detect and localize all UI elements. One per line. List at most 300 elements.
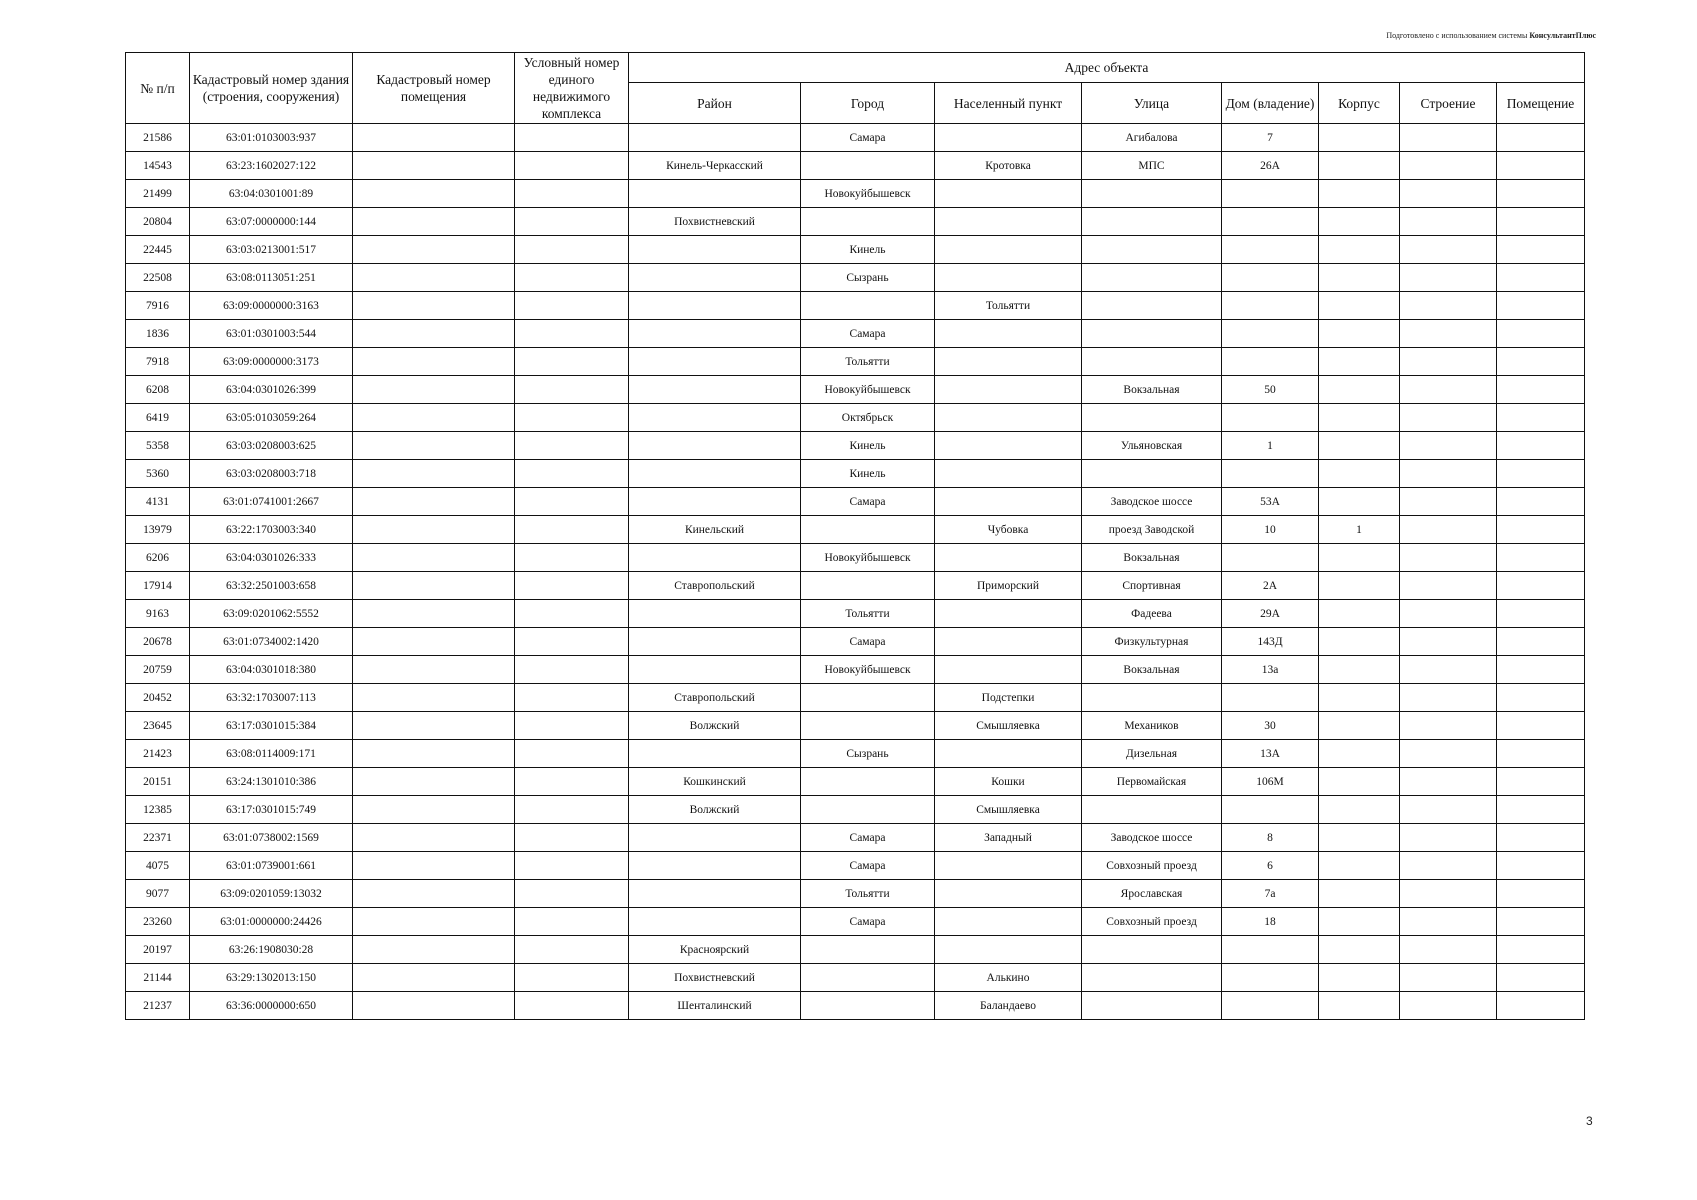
cell-room-cadastral	[353, 600, 515, 628]
cell-complex-number	[515, 572, 629, 600]
cell-city: Самара	[801, 824, 935, 852]
cell-city: Сызрань	[801, 740, 935, 768]
cell-house: 8	[1222, 824, 1319, 852]
cell-block	[1319, 964, 1400, 992]
cell-block	[1319, 628, 1400, 656]
cell-block	[1319, 684, 1400, 712]
cell-district	[629, 880, 801, 908]
cell-building-cadastral: 63:08:0113051:251	[190, 264, 353, 292]
cell-city	[801, 992, 935, 1020]
cell-street: Совхозный проезд	[1082, 908, 1222, 936]
cell-number: 6206	[126, 544, 190, 572]
table-row	[126, 712, 1585, 740]
cell-number: 7918	[126, 348, 190, 376]
cell-block	[1319, 180, 1400, 208]
cell-city	[801, 208, 935, 236]
cell-city	[801, 572, 935, 600]
cell-district: Кинельский	[629, 516, 801, 544]
cell-city: Новокуйбышевск	[801, 544, 935, 572]
cell-premises	[1497, 964, 1585, 992]
cell-number: 20151	[126, 768, 190, 796]
cell-complex-number	[515, 684, 629, 712]
cell-house: 13А	[1222, 740, 1319, 768]
cell-street	[1082, 964, 1222, 992]
cell-city	[801, 684, 935, 712]
cell-building-cadastral: 63:05:0103059:264	[190, 404, 353, 432]
cell-building	[1400, 348, 1497, 376]
cell-complex-number	[515, 852, 629, 880]
cell-complex-number	[515, 152, 629, 180]
cell-premises	[1497, 348, 1585, 376]
col-header-building-cadastral: Кадастровый номер здания (строения, сооружения)	[190, 53, 353, 124]
col-header-building: Строение	[1400, 83, 1497, 124]
cell-house	[1222, 936, 1319, 964]
cell-district: Ставропольский	[629, 572, 801, 600]
cell-block	[1319, 992, 1400, 1020]
cell-house	[1222, 180, 1319, 208]
table-row	[126, 292, 1585, 320]
cell-complex-number	[515, 656, 629, 684]
cell-complex-number	[515, 208, 629, 236]
table-row	[126, 152, 1585, 180]
cell-city: Тольятти	[801, 880, 935, 908]
table-row	[126, 824, 1585, 852]
cell-number: 20678	[126, 628, 190, 656]
cell-city	[801, 936, 935, 964]
cell-district: Волжский	[629, 712, 801, 740]
cell-building-cadastral: 63:03:0208003:718	[190, 460, 353, 488]
cell-block	[1319, 712, 1400, 740]
cell-block	[1319, 572, 1400, 600]
registry-body	[126, 124, 1585, 1020]
cell-room-cadastral	[353, 768, 515, 796]
cell-number: 1836	[126, 320, 190, 348]
registry-table	[125, 52, 1585, 1020]
cell-block	[1319, 292, 1400, 320]
cell-building-cadastral: 63:09:0000000:3163	[190, 292, 353, 320]
cell-block	[1319, 320, 1400, 348]
table-row	[126, 460, 1585, 488]
cell-number: 12385	[126, 796, 190, 824]
cell-locality: Смышляевка	[935, 796, 1082, 824]
cell-room-cadastral	[353, 796, 515, 824]
cell-locality	[935, 432, 1082, 460]
cell-building	[1400, 600, 1497, 628]
col-header-complex-number: Условный номер единого недвижимого комплекса	[515, 53, 629, 124]
cell-room-cadastral	[353, 516, 515, 544]
cell-district	[629, 656, 801, 684]
cell-premises	[1497, 600, 1585, 628]
cell-room-cadastral	[353, 880, 515, 908]
cell-city: Кинель	[801, 432, 935, 460]
cell-building-cadastral: 63:23:1602027:122	[190, 152, 353, 180]
cell-district	[629, 320, 801, 348]
cell-room-cadastral	[353, 180, 515, 208]
header-row-top	[126, 53, 1585, 83]
table-row	[126, 656, 1585, 684]
cell-premises	[1497, 460, 1585, 488]
cell-house: 1	[1222, 432, 1319, 460]
cell-district	[629, 852, 801, 880]
cell-premises	[1497, 376, 1585, 404]
cell-premises	[1497, 852, 1585, 880]
cell-street: Вокзальная	[1082, 656, 1222, 684]
cell-city: Тольятти	[801, 600, 935, 628]
cell-room-cadastral	[353, 572, 515, 600]
cell-district: Похвистневский	[629, 208, 801, 236]
cell-number: 4131	[126, 488, 190, 516]
cell-premises	[1497, 208, 1585, 236]
cell-premises	[1497, 684, 1585, 712]
cell-house	[1222, 992, 1319, 1020]
table-row	[126, 320, 1585, 348]
cell-building-cadastral: 63:08:0114009:171	[190, 740, 353, 768]
cell-building	[1400, 796, 1497, 824]
cell-room-cadastral	[353, 264, 515, 292]
cell-room-cadastral	[353, 544, 515, 572]
cell-building-cadastral: 63:09:0000000:3173	[190, 348, 353, 376]
cell-house: 29А	[1222, 600, 1319, 628]
cell-district	[629, 488, 801, 516]
table-row	[126, 180, 1585, 208]
cell-room-cadastral	[353, 936, 515, 964]
cell-house	[1222, 348, 1319, 376]
cell-city: Октябрьск	[801, 404, 935, 432]
cell-number: 21499	[126, 180, 190, 208]
cell-number: 20804	[126, 208, 190, 236]
cell-house: 143Д	[1222, 628, 1319, 656]
cell-block	[1319, 488, 1400, 516]
cell-number: 20759	[126, 656, 190, 684]
cell-building-cadastral: 63:01:0741001:2667	[190, 488, 353, 516]
cell-building	[1400, 152, 1497, 180]
table-row	[126, 208, 1585, 236]
col-header-room-cadastral: Кадастровый номер помещения	[353, 53, 515, 124]
cell-locality	[935, 320, 1082, 348]
cell-locality: Чубовка	[935, 516, 1082, 544]
cell-locality: Кротовка	[935, 152, 1082, 180]
cell-room-cadastral	[353, 964, 515, 992]
cell-locality	[935, 600, 1082, 628]
cell-complex-number	[515, 880, 629, 908]
cell-number: 4075	[126, 852, 190, 880]
cell-street: Вокзальная	[1082, 376, 1222, 404]
cell-house: 2А	[1222, 572, 1319, 600]
cell-district	[629, 348, 801, 376]
cell-locality	[935, 880, 1082, 908]
table-row	[126, 964, 1585, 992]
cell-building	[1400, 516, 1497, 544]
cell-locality	[935, 208, 1082, 236]
cell-city	[801, 712, 935, 740]
cell-locality: Тольятти	[935, 292, 1082, 320]
col-header-block: Корпус	[1319, 83, 1400, 124]
cell-complex-number	[515, 768, 629, 796]
table-row	[126, 124, 1585, 152]
cell-house: 7	[1222, 124, 1319, 152]
cell-city: Новокуйбышевск	[801, 656, 935, 684]
cell-complex-number	[515, 460, 629, 488]
cell-house	[1222, 544, 1319, 572]
col-header-district: Район	[629, 83, 801, 124]
col-header-locality: Населенный пункт	[935, 83, 1082, 124]
cell-premises	[1497, 152, 1585, 180]
cell-city: Самара	[801, 124, 935, 152]
cell-city: Новокуйбышевск	[801, 180, 935, 208]
cell-district	[629, 180, 801, 208]
cell-premises	[1497, 880, 1585, 908]
cell-house: 13а	[1222, 656, 1319, 684]
cell-locality	[935, 124, 1082, 152]
cell-street	[1082, 208, 1222, 236]
table-row	[126, 628, 1585, 656]
cell-locality	[935, 264, 1082, 292]
cell-building	[1400, 432, 1497, 460]
cell-street	[1082, 180, 1222, 208]
cell-house	[1222, 236, 1319, 264]
cell-house	[1222, 208, 1319, 236]
cell-locality	[935, 852, 1082, 880]
cell-number: 5358	[126, 432, 190, 460]
cell-building	[1400, 180, 1497, 208]
cell-locality: Приморский	[935, 572, 1082, 600]
table-row	[126, 404, 1585, 432]
cell-complex-number	[515, 180, 629, 208]
cell-street	[1082, 264, 1222, 292]
cell-number: 6419	[126, 404, 190, 432]
cell-premises	[1497, 488, 1585, 516]
cell-district	[629, 460, 801, 488]
table-row	[126, 936, 1585, 964]
cell-room-cadastral	[353, 404, 515, 432]
cell-room-cadastral	[353, 488, 515, 516]
cell-street	[1082, 292, 1222, 320]
cell-room-cadastral	[353, 124, 515, 152]
cell-house	[1222, 320, 1319, 348]
cell-building	[1400, 460, 1497, 488]
cell-city: Кинель	[801, 236, 935, 264]
cell-building	[1400, 628, 1497, 656]
cell-house	[1222, 460, 1319, 488]
table-row	[126, 488, 1585, 516]
cell-room-cadastral	[353, 432, 515, 460]
cell-building-cadastral: 63:03:0208003:625	[190, 432, 353, 460]
cell-building-cadastral: 63:24:1301010:386	[190, 768, 353, 796]
cell-district: Кинель-Черкасский	[629, 152, 801, 180]
cell-room-cadastral	[353, 824, 515, 852]
cell-room-cadastral	[353, 376, 515, 404]
table-row	[126, 516, 1585, 544]
col-header-city: Город	[801, 83, 935, 124]
cell-complex-number	[515, 432, 629, 460]
cell-block	[1319, 852, 1400, 880]
cell-district	[629, 740, 801, 768]
cell-locality	[935, 180, 1082, 208]
cell-number: 5360	[126, 460, 190, 488]
cell-premises	[1497, 656, 1585, 684]
cell-premises	[1497, 320, 1585, 348]
cell-building-cadastral: 63:04:0301018:380	[190, 656, 353, 684]
cell-street	[1082, 684, 1222, 712]
cell-street: Совхозный проезд	[1082, 852, 1222, 880]
cell-room-cadastral	[353, 712, 515, 740]
cell-street	[1082, 404, 1222, 432]
cell-complex-number	[515, 376, 629, 404]
cell-block	[1319, 236, 1400, 264]
cell-premises	[1497, 992, 1585, 1020]
cell-building	[1400, 824, 1497, 852]
cell-premises	[1497, 908, 1585, 936]
cell-building-cadastral: 63:01:0301003:544	[190, 320, 353, 348]
cell-block	[1319, 656, 1400, 684]
cell-complex-number	[515, 600, 629, 628]
cell-building	[1400, 488, 1497, 516]
cell-district	[629, 376, 801, 404]
cell-street: Заводское шоссе	[1082, 488, 1222, 516]
cell-city: Самара	[801, 320, 935, 348]
cell-locality	[935, 656, 1082, 684]
cell-complex-number	[515, 796, 629, 824]
cell-city	[801, 964, 935, 992]
cell-block	[1319, 796, 1400, 824]
cell-building	[1400, 880, 1497, 908]
cell-district	[629, 264, 801, 292]
cell-district	[629, 628, 801, 656]
cell-city: Самара	[801, 852, 935, 880]
table-row	[126, 572, 1585, 600]
cell-complex-number	[515, 404, 629, 432]
cell-room-cadastral	[353, 292, 515, 320]
cell-street: Фадеева	[1082, 600, 1222, 628]
cell-locality	[935, 936, 1082, 964]
cell-premises	[1497, 180, 1585, 208]
cell-number: 14543	[126, 152, 190, 180]
cell-block	[1319, 824, 1400, 852]
cell-premises	[1497, 432, 1585, 460]
cell-locality: Смышляевка	[935, 712, 1082, 740]
table-row	[126, 992, 1585, 1020]
cell-building-cadastral: 63:36:0000000:650	[190, 992, 353, 1020]
cell-complex-number	[515, 992, 629, 1020]
cell-district: Кошкинский	[629, 768, 801, 796]
table-row	[126, 740, 1585, 768]
cell-block	[1319, 404, 1400, 432]
col-header-premises: Помещение	[1497, 83, 1585, 124]
cell-building	[1400, 712, 1497, 740]
cell-district: Похвистневский	[629, 964, 801, 992]
cell-complex-number	[515, 320, 629, 348]
cell-building-cadastral: 63:03:0213001:517	[190, 236, 353, 264]
cell-building-cadastral: 63:01:0000000:24426	[190, 908, 353, 936]
cell-building-cadastral: 63:26:1908030:28	[190, 936, 353, 964]
cell-house	[1222, 964, 1319, 992]
cell-street	[1082, 992, 1222, 1020]
cell-block	[1319, 936, 1400, 964]
cell-house	[1222, 264, 1319, 292]
table-row	[126, 684, 1585, 712]
cell-building-cadastral: 63:09:0201059:13032	[190, 880, 353, 908]
cell-building	[1400, 292, 1497, 320]
cell-complex-number	[515, 292, 629, 320]
cell-city	[801, 768, 935, 796]
cell-number: 22508	[126, 264, 190, 292]
cell-complex-number	[515, 516, 629, 544]
cell-locality	[935, 460, 1082, 488]
cell-number: 20197	[126, 936, 190, 964]
cell-building-cadastral: 63:01:0739001:661	[190, 852, 353, 880]
source-note-brand: КонсультантПлюс	[1529, 31, 1596, 40]
cell-building	[1400, 320, 1497, 348]
cell-district	[629, 236, 801, 264]
table-row	[126, 908, 1585, 936]
cell-locality	[935, 488, 1082, 516]
cell-premises	[1497, 264, 1585, 292]
cell-building	[1400, 208, 1497, 236]
cell-city: Самара	[801, 488, 935, 516]
cell-premises	[1497, 124, 1585, 152]
cell-room-cadastral	[353, 152, 515, 180]
col-header-street: Улица	[1082, 83, 1222, 124]
cell-house	[1222, 292, 1319, 320]
cell-block	[1319, 544, 1400, 572]
cell-building	[1400, 656, 1497, 684]
cell-number: 17914	[126, 572, 190, 600]
cell-locality	[935, 404, 1082, 432]
cell-room-cadastral	[353, 656, 515, 684]
cell-street: Дизельная	[1082, 740, 1222, 768]
cell-locality: Западный	[935, 824, 1082, 852]
cell-city: Самара	[801, 628, 935, 656]
cell-number: 22371	[126, 824, 190, 852]
cell-house	[1222, 796, 1319, 824]
cell-premises	[1497, 572, 1585, 600]
cell-building-cadastral: 63:01:0734002:1420	[190, 628, 353, 656]
cell-number: 20452	[126, 684, 190, 712]
cell-district: Красноярский	[629, 936, 801, 964]
cell-building	[1400, 964, 1497, 992]
cell-complex-number	[515, 264, 629, 292]
cell-room-cadastral	[353, 348, 515, 376]
cell-premises	[1497, 628, 1585, 656]
cell-complex-number	[515, 348, 629, 376]
cell-number: 9077	[126, 880, 190, 908]
cell-street: Физкультурная	[1082, 628, 1222, 656]
cell-complex-number	[515, 236, 629, 264]
cell-number: 21423	[126, 740, 190, 768]
cell-locality: Кошки	[935, 768, 1082, 796]
cell-street	[1082, 320, 1222, 348]
cell-city: Кинель	[801, 460, 935, 488]
cell-district: Ставропольский	[629, 684, 801, 712]
cell-house: 53А	[1222, 488, 1319, 516]
cell-street: Механиков	[1082, 712, 1222, 740]
cell-room-cadastral	[353, 236, 515, 264]
source-note	[1386, 31, 1596, 40]
cell-street	[1082, 348, 1222, 376]
cell-street: Первомайская	[1082, 768, 1222, 796]
cell-building	[1400, 936, 1497, 964]
cell-block	[1319, 880, 1400, 908]
cell-street: Ульяновская	[1082, 432, 1222, 460]
cell-building	[1400, 236, 1497, 264]
cell-complex-number	[515, 628, 629, 656]
cell-locality	[935, 376, 1082, 404]
cell-building-cadastral: 63:22:1703003:340	[190, 516, 353, 544]
cell-house: 6	[1222, 852, 1319, 880]
table-row	[126, 376, 1585, 404]
cell-building	[1400, 376, 1497, 404]
cell-house: 10	[1222, 516, 1319, 544]
